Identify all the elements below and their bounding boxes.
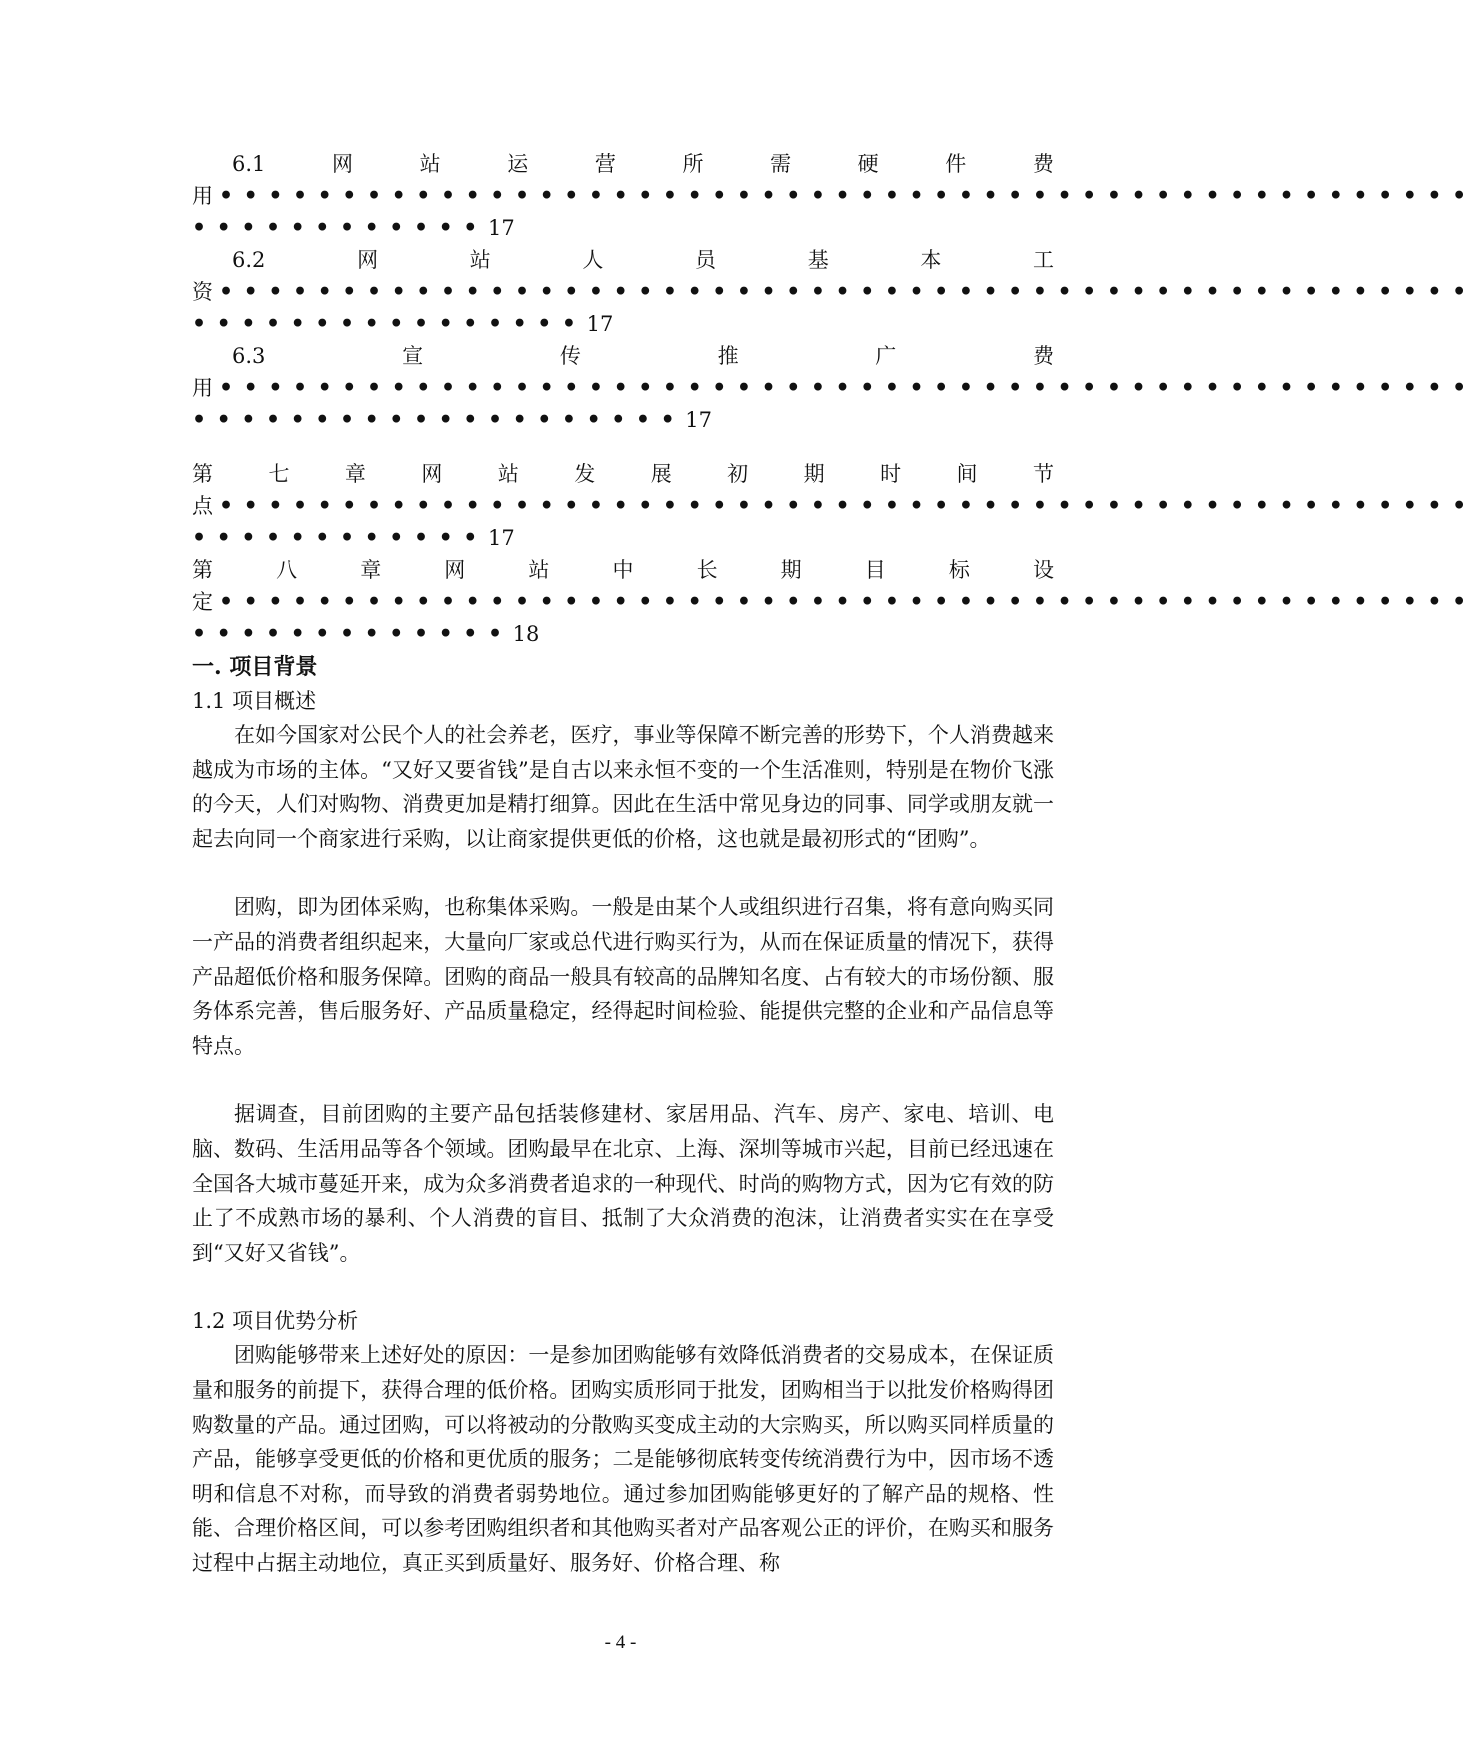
page-number: - 4 - [604, 1632, 637, 1653]
toc-char: 目 [864, 558, 886, 582]
toc-entry-title [192, 458, 1054, 490]
toc-char: 节 [1032, 462, 1054, 486]
toc-char: 基 [807, 248, 829, 272]
toc-char: 费 [1033, 344, 1054, 368]
toc-char: 网 [444, 558, 466, 582]
toc-entry-title [192, 244, 1054, 276]
toc-char: 站 [497, 462, 519, 486]
toc-entry-title [192, 554, 1054, 586]
section-heading: 一. 项目背景 [192, 654, 318, 680]
toc-number: 6.2 [232, 248, 266, 272]
toc-char: 工 [1033, 248, 1054, 272]
toc-char: 资 [192, 280, 213, 304]
spacer [192, 1270, 1054, 1304]
toc-page-number: 18 [512, 622, 540, 646]
toc-char: 推 [717, 344, 739, 368]
toc-dot-leader: ••••••••••••••••••••••••••••••••••••••••••••••••••• [219, 279, 1477, 305]
paragraph: 团购，即为团体采购，也称集体采购。一般是由某个人或组织进行召集，将有意向购买同一产品的消费者组织起来，大量向厂家或总代进行购买行为，从而在保证质量的情况下，获得产品超低价格和服务保障。团购的商品一般具有较高的品牌知名度、占有较大的市场份额、服务体系完善，售后服务好、产品质量稳定，经得起时间检验、能提供完整的企业和产品信息等特点。 [192, 895, 1054, 1058]
toc-entry-6-2[interactable] [192, 244, 1477, 340]
toc-char: 设 [1032, 558, 1054, 582]
toc-char: 时 [880, 462, 902, 486]
toc-char: 广 [875, 344, 897, 368]
toc-char: 费 [1032, 152, 1054, 176]
toc-dot-leader: ••••••••••••••••••••••••••••••••••••••••••••••••••• [219, 493, 1477, 519]
toc-char: 发 [574, 462, 596, 486]
sub-heading-1-2: 1.2 项目优势分析 [192, 1309, 359, 1334]
toc-char: 定 [192, 590, 213, 614]
toc-page-number: 17 [487, 526, 515, 550]
toc-page-number: 17 [685, 408, 712, 432]
toc-char: 期 [803, 462, 825, 486]
toc-number: 6.3 [232, 344, 266, 368]
toc-entry-chapter-7[interactable] [192, 458, 1477, 554]
toc-entry-6-1[interactable] [192, 148, 1477, 244]
toc-page-number: 17 [487, 216, 515, 240]
toc-char: 传 [559, 344, 581, 368]
toc-char: 站 [419, 152, 441, 176]
toc-dot-leader: •••••••••••• [192, 215, 488, 241]
toc-entry-page-line [192, 404, 1054, 436]
toc-entry-page-line [192, 522, 1054, 554]
toc-entry-leader [192, 586, 1477, 618]
toc-char: 第 [192, 462, 213, 486]
toc-dot-leader: ••••••••••••••••••••••••••••••••••••••••••••••••••• [219, 375, 1477, 401]
toc-page-number: 17 [586, 312, 614, 336]
toc-char: 点 [192, 494, 213, 518]
toc-entry-6-3[interactable] [192, 340, 1477, 436]
toc-char: 网 [421, 462, 443, 486]
toc-char: 本 [920, 248, 942, 272]
toc-char: 间 [956, 462, 978, 486]
toc-char: 网 [332, 152, 354, 176]
toc-char: 件 [945, 152, 967, 176]
toc-char: 七 [268, 462, 290, 486]
toc-dot-leader: •••••••••••• [192, 525, 488, 551]
toc-dot-leader: ••••••••••••••••••••••••••••••••••••••••••••••••••• [219, 183, 1477, 209]
toc-char: 初 [727, 462, 749, 486]
toc-dot-leader: •••••••••••••••• [192, 311, 587, 337]
toc-char: 章 [360, 558, 382, 582]
toc-char: 标 [948, 558, 970, 582]
toc-char: 宣 [402, 344, 424, 368]
toc-char: 网 [357, 248, 379, 272]
toc-dot-leader: •••••••••••••••••••• [192, 407, 686, 433]
toc-char: 员 [695, 248, 717, 272]
toc-entry-leader [192, 372, 1477, 404]
toc-char: 用 [192, 184, 213, 208]
paragraph: 据调查，目前团购的主要产品包括装修建材、家居用品、汽车、房产、家电、培训、电脑、数码、生活用品等各个领域。团购最早在北京、上海、深圳等城市兴起，目前已经迅速在全国各大城市蔓延开来，成为众多消费者追求的一种现代、时尚的购物方式，因为它有效的防止了不成熟市场的暴利、个人消费的盲目、抵制了大众消费的泡沫，让消费者实实在在享受到“又好又省钱”。 [192, 1102, 1054, 1265]
toc-number: 6.1 [232, 152, 266, 176]
toc-entry-leader [192, 490, 1477, 522]
toc-char: 长 [696, 558, 718, 582]
toc-char: 八 [276, 558, 298, 582]
page-content [192, 148, 1477, 1580]
spacer [192, 856, 1054, 890]
toc-char: 站 [469, 248, 491, 272]
paragraph: 在如今国家对公民个人的社会养老，医疗，事业等保障不断完善的形势下，个人消费越来越成为市场的主体。“又好又要省钱”是自古以来永恒不变的一个生活准则，特别是在物价飞涨的今天，人们对购物、消费更加是精打细算。因此在生活中常见身边的同事、同学或朋友就一起去向同一个商家进行采购，以让商家提供更低的价格，这也就是最初形式的“团购”。 [192, 723, 1054, 851]
toc-char: 站 [528, 558, 550, 582]
toc-dot-leader: ••••••••••••• [192, 621, 513, 647]
spacer [192, 1063, 1054, 1097]
toc-char: 章 [344, 462, 366, 486]
toc-char: 中 [612, 558, 634, 582]
toc-entry-leader [192, 276, 1477, 308]
sub-heading-1-1: 1.1 项目概述 [192, 689, 317, 713]
toc-entry-title [192, 148, 1054, 180]
toc-char: 硬 [857, 152, 879, 176]
toc-entry-page-line [192, 618, 1054, 650]
toc-char: 所 [682, 152, 704, 176]
toc-char: 展 [650, 462, 672, 486]
toc-entry-title [192, 340, 1054, 372]
toc-entry-leader [192, 180, 1477, 212]
toc-char: 第 [192, 558, 213, 582]
toc-entry-chapter-8[interactable] [192, 554, 1477, 650]
toc-dot-leader: ••••••••••••••••••••••••••••••••••••••••••••••••••• [219, 589, 1477, 615]
toc-char: 人 [582, 248, 604, 272]
toc-char: 用 [192, 376, 213, 400]
paragraph: 团购能够带来上述好处的原因：一是参加团购能够有效降低消费者的交易成本，在保证质量和服务的前提下，获得合理的低价格。团购实质形同于批发，团购相当于以批发价格购得团购数量的产品。通过团购，可以将被动的分散购买变成主动的大宗购买，所以购买同样质量的产品，能够享受更低的价格和更优质的服务；二是能够彻底转变传统消费行为中，因市场不透明和信息不对称，而导致的消费者弱势地位。通过参加团购能够更好的了解产品的规格、性能、合理价格区间，可以参考团购组织者和其他购买者对产品客观公正的评价，在购买和服务过程中占据主动地位，真正买到质量好、服务好、价格合理、称 [192, 1343, 1054, 1575]
spacer [192, 436, 1054, 458]
toc-char: 期 [780, 558, 802, 582]
toc-entry-page-line [192, 212, 1054, 244]
toc-char: 需 [770, 152, 792, 176]
toc-char: 运 [507, 152, 529, 176]
toc-entry-page-line [192, 308, 1054, 340]
toc-char: 营 [594, 152, 616, 176]
